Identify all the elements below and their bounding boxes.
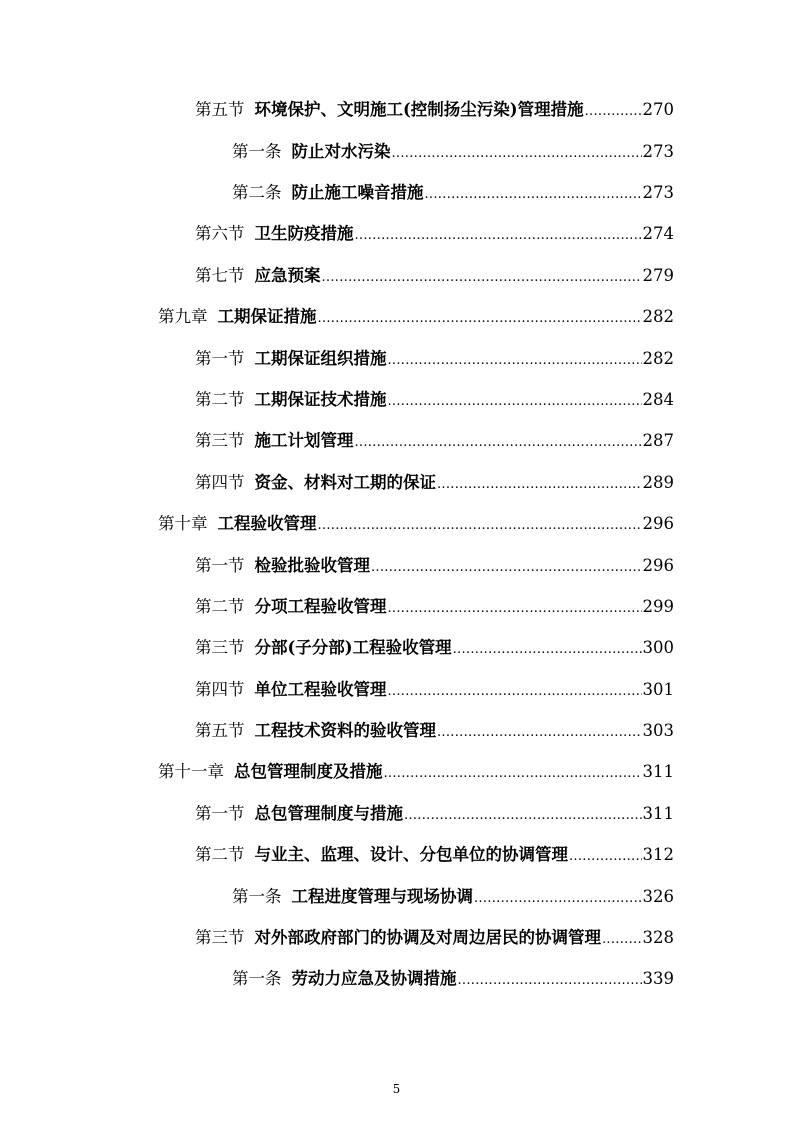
toc-entry-page: 311 bbox=[642, 804, 674, 823]
toc-entry-page: 279 bbox=[642, 266, 674, 285]
toc-entry-title: 应急预案 bbox=[254, 266, 321, 285]
toc-entry-title: 与业主、监理、设计、分包单位的协调管理 bbox=[254, 845, 568, 864]
toc-entry-title: 施工计划管理 bbox=[254, 431, 354, 450]
toc-entry[interactable] bbox=[195, 676, 674, 704]
toc-entry-number: 第十一章 bbox=[158, 762, 224, 781]
toc-dot-leader bbox=[437, 719, 642, 747]
toc-entry-number: 第一条 bbox=[232, 142, 282, 161]
toc-entry-title: 工程进度管理与现场协调 bbox=[291, 887, 473, 906]
toc-entry[interactable] bbox=[195, 924, 674, 952]
toc-entry-number: 第九章 bbox=[158, 307, 208, 326]
toc-entry-page: 273 bbox=[642, 142, 674, 161]
toc-entry[interactable] bbox=[195, 386, 674, 414]
toc-dot-leader bbox=[355, 222, 642, 250]
toc-entry-page: 287 bbox=[642, 431, 674, 450]
toc-entry[interactable] bbox=[195, 717, 674, 745]
toc-entry-number: 第二节 bbox=[195, 390, 245, 409]
toc-entry[interactable] bbox=[195, 841, 674, 869]
toc-entry[interactable] bbox=[232, 965, 674, 993]
toc-entry-number: 第六节 bbox=[195, 224, 245, 243]
toc-entry-page: 296 bbox=[642, 556, 674, 575]
toc-entry-page: 273 bbox=[642, 183, 674, 202]
toc-entry-number: 第一节 bbox=[195, 556, 245, 575]
toc-entry[interactable] bbox=[195, 800, 674, 828]
toc-dot-leader bbox=[322, 264, 642, 292]
toc-dot-leader bbox=[388, 595, 642, 623]
toc-dot-leader bbox=[392, 140, 642, 168]
toc-entry-title: 资金、材料对工期的保证 bbox=[254, 473, 436, 492]
toc-entry[interactable] bbox=[158, 510, 674, 538]
toc-entry-page: 270 bbox=[642, 100, 674, 119]
toc-entry-page: 284 bbox=[642, 390, 674, 409]
toc-entry-number: 第七节 bbox=[195, 266, 245, 285]
toc-dot-leader bbox=[318, 305, 642, 333]
toc-entry-number: 第三节 bbox=[195, 928, 245, 947]
page-number: 5 bbox=[392, 1082, 401, 1096]
toc-entry-title: 分部(子分部)工程验收管理 bbox=[254, 638, 452, 657]
toc-entry[interactable] bbox=[195, 345, 674, 373]
toc-entry-title: 工程验收管理 bbox=[217, 514, 317, 533]
toc-entry-title: 工期保证措施 bbox=[217, 307, 317, 326]
toc-dot-leader bbox=[602, 926, 642, 954]
toc-entry-number: 第五节 bbox=[195, 721, 245, 740]
toc-dot-leader bbox=[585, 98, 642, 126]
toc-entry-number: 第一节 bbox=[195, 804, 245, 823]
toc-entry-title: 单位工程验收管理 bbox=[254, 680, 387, 699]
toc-entry-page: 328 bbox=[642, 928, 674, 947]
toc-entry-number: 第四节 bbox=[195, 473, 245, 492]
toc-dot-leader bbox=[404, 802, 642, 830]
toc-entry-title: 检验批验收管理 bbox=[254, 556, 370, 575]
toc-entry-number: 第一条 bbox=[232, 887, 282, 906]
toc-entry[interactable] bbox=[232, 179, 674, 207]
toc-entry-page: 282 bbox=[642, 349, 674, 368]
toc-entry[interactable] bbox=[195, 96, 674, 124]
toc-dot-leader bbox=[453, 636, 642, 664]
toc-entry-page: 282 bbox=[642, 307, 674, 326]
toc-dot-leader bbox=[318, 512, 642, 540]
toc-entry-number: 第一节 bbox=[195, 349, 245, 368]
toc-entry-number: 第二节 bbox=[195, 597, 245, 616]
toc-entry-page: 299 bbox=[642, 597, 674, 616]
toc-entry-number: 第二条 bbox=[232, 183, 282, 202]
toc-entry-title: 卫生防疫措施 bbox=[254, 224, 354, 243]
toc-entry-page: 300 bbox=[642, 638, 674, 657]
toc-entry[interactable] bbox=[195, 427, 674, 455]
toc-entry-page: 311 bbox=[642, 762, 674, 781]
toc-entry-page: 274 bbox=[642, 224, 674, 243]
toc-entry[interactable] bbox=[195, 634, 674, 662]
toc-entry-title: 工期保证组织措施 bbox=[254, 349, 387, 368]
toc-entry-number: 第十章 bbox=[158, 514, 208, 533]
toc-entry-page: 289 bbox=[642, 473, 674, 492]
toc-dot-leader bbox=[437, 471, 642, 499]
toc-entry-title: 总包管理制度与措施 bbox=[254, 804, 403, 823]
toc-entry-title: 劳动力应急及协调措施 bbox=[291, 969, 457, 988]
toc-entry-title: 防止对水污染 bbox=[291, 142, 391, 161]
toc-entry[interactable] bbox=[232, 883, 674, 911]
toc-entry[interactable] bbox=[195, 593, 674, 621]
toc-dot-leader bbox=[388, 388, 642, 416]
toc-entry-title: 环境保护、文明施工(控制扬尘污染)管理措施 bbox=[254, 100, 584, 119]
toc-dot-leader bbox=[388, 347, 642, 375]
toc-entry-number: 第一条 bbox=[232, 969, 282, 988]
toc-entry-page: 312 bbox=[642, 845, 674, 864]
toc-entry-title: 工程技术资料的验收管理 bbox=[254, 721, 436, 740]
toc-entry[interactable] bbox=[195, 220, 674, 248]
toc-entry-number: 第三节 bbox=[195, 431, 245, 450]
toc-entry[interactable] bbox=[158, 758, 674, 786]
toc-entry-title: 防止施工噪音措施 bbox=[291, 183, 424, 202]
toc-dot-leader bbox=[384, 760, 642, 788]
toc-entry[interactable] bbox=[195, 552, 674, 580]
toc-entry-number: 第四节 bbox=[195, 680, 245, 699]
toc-dot-leader bbox=[371, 554, 642, 582]
toc-entry[interactable] bbox=[158, 303, 674, 331]
toc-entry-page: 339 bbox=[642, 969, 674, 988]
toc-entry-title: 对外部政府部门的协调及对周边居民的协调管理 bbox=[254, 928, 601, 947]
toc-dot-leader bbox=[388, 678, 642, 706]
toc-entry-page: 303 bbox=[642, 721, 674, 740]
toc-entry[interactable] bbox=[195, 262, 674, 290]
toc-entry-number: 第五节 bbox=[195, 100, 245, 119]
toc-entry-page: 301 bbox=[642, 680, 674, 699]
toc-dot-leader bbox=[458, 967, 642, 995]
toc-entry-page: 296 bbox=[642, 514, 674, 533]
toc-entry-title: 分项工程验收管理 bbox=[254, 597, 387, 616]
toc-dot-leader bbox=[355, 429, 642, 457]
toc-entry-title: 总包管理制度及措施 bbox=[234, 762, 383, 781]
toc-entry-page: 326 bbox=[642, 887, 674, 906]
toc-entry-title: 工期保证技术措施 bbox=[254, 390, 387, 409]
toc-entry[interactable] bbox=[195, 469, 674, 497]
toc-entry-number: 第三节 bbox=[195, 638, 245, 657]
toc-dot-leader bbox=[474, 885, 642, 913]
toc-dot-leader bbox=[569, 843, 642, 871]
toc-entry-number: 第二节 bbox=[195, 845, 245, 864]
toc-entry[interactable] bbox=[232, 138, 674, 166]
toc-dot-leader bbox=[425, 181, 642, 209]
